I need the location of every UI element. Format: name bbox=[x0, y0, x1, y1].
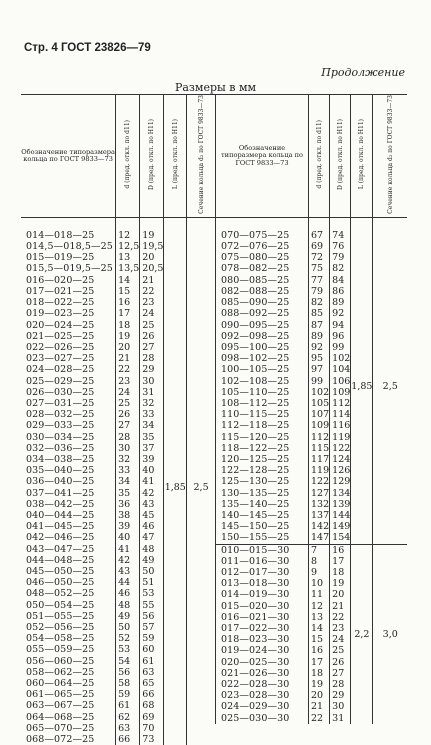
outer-diameter-D: 55 bbox=[140, 600, 164, 611]
ring-designation: 015—019—25 bbox=[26, 252, 95, 264]
ring-designation: 078—082—25 bbox=[216, 263, 309, 274]
ring-designation: 060—064—25 bbox=[26, 678, 95, 689]
outer-diameter-D: 30 bbox=[140, 376, 164, 387]
outer-diameter-D: 19 bbox=[330, 578, 351, 589]
inner-diameter-d: 30 bbox=[116, 443, 140, 454]
col-header-designation: Обозначение типоразмера кольца по ГОСТ 9833—73 bbox=[21, 95, 116, 218]
outer-diameter-D: 32 bbox=[140, 398, 164, 409]
inner-diameter-d: 107 bbox=[309, 409, 330, 420]
outer-diameter-D: 28 bbox=[140, 353, 164, 364]
inner-diameter-d: 115 bbox=[309, 443, 330, 454]
inner-diameter-d: 14 bbox=[116, 275, 140, 286]
outer-diameter-D: 106 bbox=[330, 376, 351, 387]
inner-diameter-d: 97 bbox=[309, 364, 330, 375]
inner-diameter-d: 92 bbox=[309, 342, 330, 353]
ring-designation: 145—150—25 bbox=[216, 521, 309, 532]
ring-designation: 048—052—25 bbox=[26, 588, 95, 600]
ring-designation: 082—088—25 bbox=[216, 286, 309, 297]
inner-diameter-d: 40 bbox=[116, 532, 140, 543]
inner-diameter-d: 99 bbox=[309, 376, 330, 387]
outer-diameter-D: 30 bbox=[330, 701, 351, 712]
inner-diameter-d: 22 bbox=[116, 364, 140, 375]
outer-diameter-D: 129 bbox=[330, 476, 351, 487]
ring-designation: 019—024—30 bbox=[216, 645, 309, 656]
inner-diameter-d: 43 bbox=[116, 566, 140, 577]
outer-diameter-D: 112 bbox=[330, 398, 351, 409]
inner-diameter-d: 32 bbox=[116, 454, 140, 465]
inner-diameter-d: 35 bbox=[116, 488, 140, 499]
ring-designation: 095—100—25 bbox=[216, 342, 309, 353]
ring-designation: 054—058—25 bbox=[26, 633, 95, 645]
inner-diameter-d: 12 bbox=[309, 601, 330, 612]
outer-diameter-D: 25 bbox=[140, 320, 164, 331]
ring-designation: 028—032—25 bbox=[26, 409, 95, 421]
inner-diameter-d: 41 bbox=[116, 544, 140, 555]
inner-diameter-d: 13 bbox=[116, 252, 140, 263]
ring-designation: 036—040—25 bbox=[26, 476, 95, 488]
outer-diameter-D: 21 bbox=[330, 601, 351, 612]
inner-diameter-d: 132 bbox=[309, 499, 330, 510]
outer-diameter-D: 76 bbox=[330, 241, 351, 252]
col-header-L: L (пред. откл. по H11) bbox=[164, 95, 187, 218]
ring-designation: 011—016—30 bbox=[216, 556, 309, 567]
ring-designation: 092—098—25 bbox=[216, 331, 309, 342]
continued-label: Продолжение bbox=[321, 66, 405, 79]
outer-diameter-D: 39 bbox=[140, 454, 164, 465]
outer-diameter-D: 59 bbox=[140, 633, 164, 644]
outer-diameter-D: 50 bbox=[140, 566, 164, 577]
ring-designation: 110—115—25 bbox=[216, 409, 309, 420]
ring-designation: 055—059—25 bbox=[26, 644, 95, 656]
outer-diameter-D: 23 bbox=[330, 623, 351, 634]
ring-designation: 102—108—25 bbox=[216, 376, 309, 387]
outer-diameter-D: 34 bbox=[140, 420, 164, 431]
ring-designation: 026—030—25 bbox=[26, 386, 95, 398]
ring-designation: 090—095—25 bbox=[216, 320, 309, 331]
inner-diameter-d: 21 bbox=[309, 701, 330, 712]
outer-diameter-D: 56 bbox=[140, 611, 164, 622]
outer-diameter-D: 74 bbox=[330, 230, 351, 241]
inner-diameter-d: 38 bbox=[116, 510, 140, 521]
outer-diameter-D: 126 bbox=[330, 465, 351, 476]
inner-diameter-d: 20 bbox=[116, 342, 140, 353]
ring-designation: 045—050—25 bbox=[26, 565, 95, 577]
inner-diameter-d: 127 bbox=[309, 488, 330, 499]
inner-diameter-d: 137 bbox=[309, 510, 330, 521]
outer-diameter-D: 21 bbox=[140, 275, 164, 286]
ring-designation: 013—018—30 bbox=[216, 578, 309, 589]
ring-designation: 125—130—25 bbox=[216, 476, 309, 487]
inner-diameter-d: 8 bbox=[309, 556, 330, 567]
ring-designation: 150—155—25 bbox=[216, 532, 309, 544]
ring-designation: 063—067—25 bbox=[26, 700, 95, 712]
ring-designation: 014—019—30 bbox=[216, 589, 309, 600]
ring-designation: 108—112—25 bbox=[216, 398, 309, 409]
inner-diameter-d: 77 bbox=[309, 275, 330, 286]
inner-diameter-d: 12,5 bbox=[116, 241, 140, 252]
ring-designation: 098—102—25 bbox=[216, 353, 309, 364]
ring-designation: 022—026—25 bbox=[26, 341, 95, 353]
outer-diameter-D: 19 bbox=[140, 230, 164, 241]
inner-diameter-d: 7 bbox=[309, 544, 330, 556]
ring-designation: 034—038—25 bbox=[26, 453, 95, 465]
inner-diameter-d: 17 bbox=[116, 308, 140, 319]
ring-designation: 024—028—25 bbox=[26, 364, 95, 376]
ring-designation: 021—026—30 bbox=[216, 668, 309, 679]
outer-diameter-D: 27 bbox=[330, 668, 351, 679]
ring-designation: 014—018—25 bbox=[26, 229, 95, 241]
ring-designation: 070—075—25 bbox=[216, 230, 309, 241]
ring-designation: 112—118—25 bbox=[216, 420, 309, 431]
inner-diameter-d: 14 bbox=[309, 623, 330, 634]
ring-designation: 014,5—018,5—25 bbox=[26, 241, 113, 253]
ring-designation: 056—060—25 bbox=[26, 655, 95, 667]
table-row bbox=[21, 230, 215, 241]
outer-diameter-D: 17 bbox=[330, 556, 351, 567]
inner-diameter-d: 18 bbox=[309, 668, 330, 679]
outer-diameter-D: 28 bbox=[330, 679, 351, 690]
ring-designation: 135—140—25 bbox=[216, 499, 309, 510]
outer-diameter-D: 73 bbox=[140, 734, 164, 745]
ring-designation: 046—050—25 bbox=[26, 577, 95, 589]
col-header-section: Сечение кольца d₂ по ГОСТ 9833—73 bbox=[373, 95, 407, 218]
inner-diameter-d: 85 bbox=[309, 308, 330, 319]
col-header-D: D (пред. откл. по H11) bbox=[140, 95, 164, 218]
outer-diameter-D: 124 bbox=[330, 454, 351, 465]
inner-diameter-d: 95 bbox=[309, 353, 330, 364]
outer-diameter-D: 69 bbox=[140, 712, 164, 723]
inner-diameter-d: 52 bbox=[116, 633, 140, 644]
outer-diameter-D: 24 bbox=[140, 308, 164, 319]
outer-diameter-D: 149 bbox=[330, 521, 351, 532]
outer-diameter-D: 19,5 bbox=[140, 241, 164, 252]
outer-diameter-D: 84 bbox=[330, 275, 351, 286]
ring-designation: 068—072—25 bbox=[26, 734, 95, 745]
ring-designation: 029—033—25 bbox=[26, 420, 95, 432]
outer-diameter-D: 70 bbox=[140, 723, 164, 734]
ring-designation: 025—030—30 bbox=[216, 713, 309, 724]
inner-diameter-d: 49 bbox=[116, 611, 140, 622]
inner-diameter-d: 15 bbox=[116, 286, 140, 297]
inner-diameter-d: 13,5 bbox=[116, 263, 140, 274]
outer-diameter-D: 22 bbox=[140, 286, 164, 297]
page-header: Стр. 4 ГОСТ 23826—79 bbox=[24, 42, 151, 54]
right-table bbox=[215, 94, 407, 724]
outer-diameter-D: 43 bbox=[140, 499, 164, 510]
inner-diameter-d: 142 bbox=[309, 521, 330, 532]
ring-designation: 052—056—25 bbox=[26, 621, 95, 633]
ring-designation: 044—048—25 bbox=[26, 554, 95, 566]
ring-designation: 085—090—25 bbox=[216, 297, 309, 308]
ring-designation: 024—029—30 bbox=[216, 701, 309, 712]
ring-designation: 020—025—30 bbox=[216, 657, 309, 668]
outer-diameter-D: 45 bbox=[140, 510, 164, 521]
outer-diameter-D: 99 bbox=[330, 342, 351, 353]
outer-diameter-D: 92 bbox=[330, 308, 351, 319]
inner-diameter-d: 18 bbox=[116, 320, 140, 331]
outer-diameter-D: 79 bbox=[330, 252, 351, 263]
inner-diameter-d: 61 bbox=[116, 700, 140, 711]
outer-diameter-D: 68 bbox=[140, 700, 164, 711]
ring-designation: 017—021—25 bbox=[26, 285, 95, 297]
col-header-D: D (пред. откл. по H11) bbox=[330, 95, 351, 218]
outer-diameter-D: 49 bbox=[140, 555, 164, 566]
inner-diameter-d: 102 bbox=[309, 387, 330, 398]
outer-diameter-D: 82 bbox=[330, 263, 351, 274]
outer-diameter-D: 37 bbox=[140, 443, 164, 454]
ring-designation: 017—022—30 bbox=[216, 623, 309, 634]
ring-designation: 019—023—25 bbox=[26, 308, 95, 320]
ring-designation: 050—054—25 bbox=[26, 599, 95, 611]
outer-diameter-D: 94 bbox=[330, 320, 351, 331]
ring-designation: 120—125—25 bbox=[216, 454, 309, 465]
inner-diameter-d: 39 bbox=[116, 521, 140, 532]
outer-diameter-D: 42 bbox=[140, 488, 164, 499]
ring-designation: 080—085—25 bbox=[216, 275, 309, 286]
col-header-designation: Обозначение типоразмера кольца по ГОСТ 9833—73 bbox=[216, 95, 309, 218]
col-header-L: L (пред. откл. по H11) bbox=[351, 95, 373, 218]
ring-section-d2: 3,0 bbox=[373, 544, 407, 724]
outer-diameter-D: 102 bbox=[330, 353, 351, 364]
ring-designation: 064—068—25 bbox=[26, 711, 95, 723]
inner-diameter-d: 58 bbox=[116, 678, 140, 689]
inner-diameter-d: 53 bbox=[116, 644, 140, 655]
inner-diameter-d: 48 bbox=[116, 600, 140, 611]
inner-diameter-d: 62 bbox=[116, 712, 140, 723]
outer-diameter-D: 63 bbox=[140, 667, 164, 678]
groove-width-L: 2,2 bbox=[351, 544, 373, 724]
inner-diameter-d: 54 bbox=[116, 656, 140, 667]
outer-diameter-D: 119 bbox=[330, 432, 351, 443]
outer-diameter-D: 66 bbox=[140, 689, 164, 700]
outer-diameter-D: 20,5 bbox=[140, 263, 164, 274]
outer-diameter-D: 122 bbox=[330, 443, 351, 454]
inner-diameter-d: 56 bbox=[116, 667, 140, 678]
inner-diameter-d: 75 bbox=[309, 263, 330, 274]
ring-designation: 040—044—25 bbox=[26, 509, 95, 521]
ring-designation: 020—024—25 bbox=[26, 319, 95, 331]
inner-diameter-d: 66 bbox=[116, 734, 140, 745]
inner-diameter-d: 28 bbox=[116, 432, 140, 443]
outer-diameter-D: 53 bbox=[140, 588, 164, 599]
inner-diameter-d: 19 bbox=[309, 679, 330, 690]
inner-diameter-d: 147 bbox=[309, 532, 330, 544]
inner-diameter-d: 10 bbox=[309, 578, 330, 589]
inner-diameter-d: 46 bbox=[116, 588, 140, 599]
ring-designation: 072—076—25 bbox=[216, 241, 309, 252]
ring-designation: 075—080—25 bbox=[216, 252, 309, 263]
outer-diameter-D: 46 bbox=[140, 521, 164, 532]
ring-designation: 035—040—25 bbox=[26, 465, 95, 477]
outer-diameter-D: 96 bbox=[330, 331, 351, 342]
outer-diameter-D: 20 bbox=[330, 589, 351, 600]
outer-diameter-D: 47 bbox=[140, 532, 164, 543]
outer-diameter-D: 35 bbox=[140, 432, 164, 443]
groove-width-L: 1,85 bbox=[164, 230, 187, 745]
ring-designation: 021—025—25 bbox=[26, 330, 95, 342]
outer-diameter-D: 134 bbox=[330, 488, 351, 499]
outer-diameter-D: 40 bbox=[140, 465, 164, 476]
inner-diameter-d: 23 bbox=[116, 376, 140, 387]
outer-diameter-D: 24 bbox=[330, 634, 351, 645]
inner-diameter-d: 26 bbox=[116, 409, 140, 420]
ring-designation: 037—041—25 bbox=[26, 487, 95, 499]
inner-diameter-d: 112 bbox=[309, 432, 330, 443]
inner-diameter-d: 16 bbox=[116, 297, 140, 308]
inner-diameter-d: 105 bbox=[309, 398, 330, 409]
ring-designation: 118—122—25 bbox=[216, 443, 309, 454]
inner-diameter-d: 16 bbox=[309, 645, 330, 656]
ring-designation: 038—042—25 bbox=[26, 498, 95, 510]
col-header-d: d (пред. откл. по d11) bbox=[116, 95, 140, 218]
outer-diameter-D: 26 bbox=[140, 331, 164, 342]
left-table bbox=[21, 94, 215, 745]
outer-diameter-D: 114 bbox=[330, 409, 351, 420]
ring-designation: 032—036—25 bbox=[26, 442, 95, 454]
inner-diameter-d: 9 bbox=[309, 567, 330, 578]
col-header-d: d (пред. откл. по d11) bbox=[309, 95, 330, 218]
ring-designation: 015,5—019,5—25 bbox=[26, 263, 113, 275]
outer-diameter-D: 89 bbox=[330, 297, 351, 308]
inner-diameter-d: 72 bbox=[309, 252, 330, 263]
outer-diameter-D: 18 bbox=[330, 567, 351, 578]
inner-diameter-d: 25 bbox=[116, 398, 140, 409]
outer-diameter-D: 116 bbox=[330, 420, 351, 431]
inner-diameter-d: 11 bbox=[309, 589, 330, 600]
outer-diameter-D: 31 bbox=[140, 387, 164, 398]
outer-diameter-D: 104 bbox=[330, 364, 351, 375]
outer-diameter-D: 20 bbox=[140, 252, 164, 263]
inner-diameter-d: 67 bbox=[309, 230, 330, 241]
ring-designation: 043—047—25 bbox=[26, 543, 95, 555]
ring-designation: 010—015—30 bbox=[216, 544, 309, 556]
inner-diameter-d: 89 bbox=[309, 331, 330, 342]
ring-designation: 061—065—25 bbox=[26, 689, 95, 701]
inner-diameter-d: 109 bbox=[309, 420, 330, 431]
inner-diameter-d: 15 bbox=[309, 634, 330, 645]
ring-section-d2: 2,5 bbox=[373, 230, 407, 544]
ring-designation: 025—029—25 bbox=[26, 375, 95, 387]
outer-diameter-D: 60 bbox=[140, 644, 164, 655]
outer-diameter-D: 16 bbox=[330, 544, 351, 556]
inner-diameter-d: 13 bbox=[309, 612, 330, 623]
inner-diameter-d: 69 bbox=[309, 241, 330, 252]
outer-diameter-D: 109 bbox=[330, 387, 351, 398]
ring-designation: 122—128—25 bbox=[216, 465, 309, 476]
ring-designation: 015—020—30 bbox=[216, 601, 309, 612]
inner-diameter-d: 12 bbox=[116, 230, 140, 241]
outer-diameter-D: 25 bbox=[330, 645, 351, 656]
table-row bbox=[216, 230, 408, 241]
inner-diameter-d: 82 bbox=[309, 297, 330, 308]
outer-diameter-D: 23 bbox=[140, 297, 164, 308]
inner-diameter-d: 21 bbox=[116, 353, 140, 364]
outer-diameter-D: 48 bbox=[140, 544, 164, 555]
ring-designation: 115—120—25 bbox=[216, 432, 309, 443]
ring-designation: 051—055—25 bbox=[26, 610, 95, 622]
ring-designation: 022—028—30 bbox=[216, 679, 309, 690]
ring-designation: 030—034—25 bbox=[26, 431, 95, 443]
outer-diameter-D: 29 bbox=[140, 364, 164, 375]
ring-designation: 140—145—25 bbox=[216, 510, 309, 521]
inner-diameter-d: 79 bbox=[309, 286, 330, 297]
outer-diameter-D: 154 bbox=[330, 532, 351, 544]
ring-designation: 100—105—25 bbox=[216, 364, 309, 375]
ring-section-d2: 2,5 bbox=[187, 230, 215, 745]
ring-designation: 023—028—30 bbox=[216, 690, 309, 701]
inner-diameter-d: 119 bbox=[309, 465, 330, 476]
ring-designation: 016—020—25 bbox=[26, 274, 95, 286]
inner-diameter-d: 24 bbox=[116, 387, 140, 398]
ring-designation: 012—017—30 bbox=[216, 567, 309, 578]
outer-diameter-D: 61 bbox=[140, 656, 164, 667]
ring-designation: 088—092—25 bbox=[216, 308, 309, 319]
outer-diameter-D: 26 bbox=[330, 657, 351, 668]
outer-diameter-D: 144 bbox=[330, 510, 351, 521]
ring-designation: 018—022—25 bbox=[26, 297, 95, 309]
inner-diameter-d: 63 bbox=[116, 723, 140, 734]
col-header-section: Сечение кольца d₂ по ГОСТ 9833—73 bbox=[187, 95, 215, 218]
ring-designation: 130—135—25 bbox=[216, 488, 309, 499]
outer-diameter-D: 51 bbox=[140, 577, 164, 588]
inner-diameter-d: 59 bbox=[116, 689, 140, 700]
sizes-title: Размеры в мм bbox=[174, 81, 257, 94]
inner-diameter-d: 42 bbox=[116, 555, 140, 566]
inner-diameter-d: 50 bbox=[116, 622, 140, 633]
inner-diameter-d: 87 bbox=[309, 320, 330, 331]
ring-designation: 041—045—25 bbox=[26, 521, 95, 533]
inner-diameter-d: 19 bbox=[116, 331, 140, 342]
table-row bbox=[216, 544, 408, 556]
inner-diameter-d: 27 bbox=[116, 420, 140, 431]
inner-diameter-d: 122 bbox=[309, 476, 330, 487]
ring-designation: 042—046—25 bbox=[26, 532, 95, 544]
inner-diameter-d: 117 bbox=[309, 454, 330, 465]
ring-designation: 027—031—25 bbox=[26, 397, 95, 409]
outer-diameter-D: 33 bbox=[140, 409, 164, 420]
outer-diameter-D: 57 bbox=[140, 622, 164, 633]
outer-diameter-D: 27 bbox=[140, 342, 164, 353]
ring-designation: 105—110—25 bbox=[216, 387, 309, 398]
inner-diameter-d: 17 bbox=[309, 657, 330, 668]
outer-diameter-D: 29 bbox=[330, 690, 351, 701]
outer-diameter-D: 41 bbox=[140, 476, 164, 487]
ring-designation: 018—023—30 bbox=[216, 634, 309, 645]
outer-diameter-D: 65 bbox=[140, 678, 164, 689]
groove-width-L: 1,85 bbox=[351, 230, 373, 544]
inner-diameter-d: 34 bbox=[116, 476, 140, 487]
ring-designation: 058—062—25 bbox=[26, 666, 95, 678]
inner-diameter-d: 36 bbox=[116, 499, 140, 510]
ring-designation: 065—070—25 bbox=[26, 722, 95, 734]
outer-diameter-D: 22 bbox=[330, 612, 351, 623]
inner-diameter-d: 22 bbox=[309, 713, 330, 724]
outer-diameter-D: 31 bbox=[330, 713, 351, 724]
ring-designation: 016—021—30 bbox=[216, 612, 309, 623]
outer-diameter-D: 86 bbox=[330, 286, 351, 297]
inner-diameter-d: 44 bbox=[116, 577, 140, 588]
ring-designation: 023—027—25 bbox=[26, 353, 95, 365]
inner-diameter-d: 33 bbox=[116, 465, 140, 476]
outer-diameter-D: 139 bbox=[330, 499, 351, 510]
inner-diameter-d: 20 bbox=[309, 690, 330, 701]
